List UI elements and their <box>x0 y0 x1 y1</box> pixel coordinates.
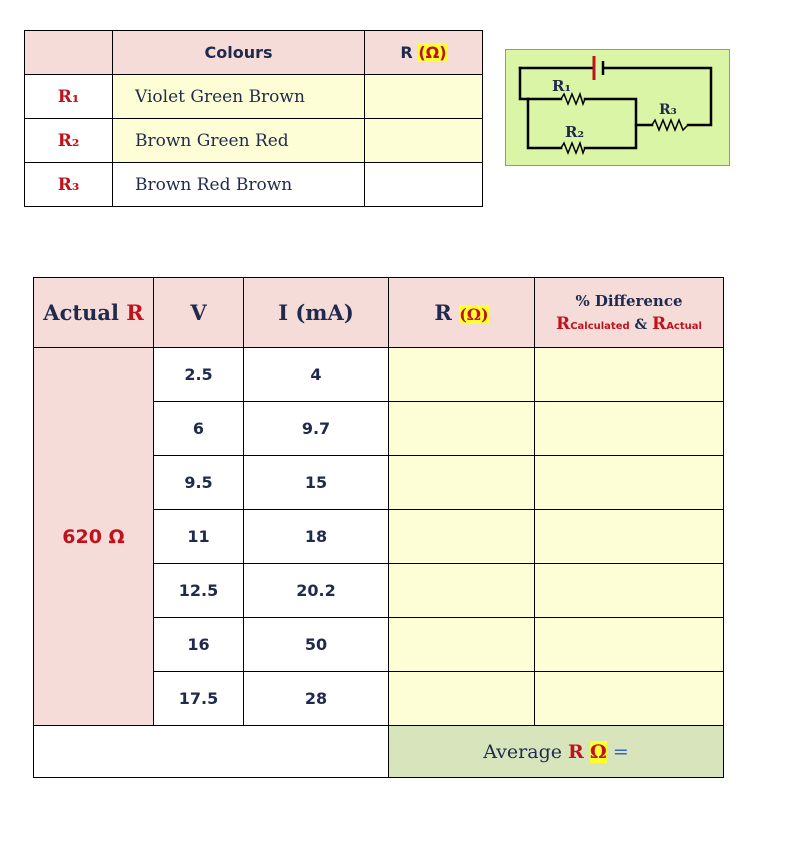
header-blank-cell <box>25 31 113 75</box>
voltage-cell: 2.5 <box>154 348 244 402</box>
current-cell: 20.2 <box>244 564 389 618</box>
average-r-symbol: R <box>568 740 584 763</box>
average-ohm-unit: Ω <box>589 740 607 763</box>
header-ohm-unit: (Ω) <box>418 43 447 62</box>
resistor-colour-table <box>24 30 483 207</box>
resistance-input[interactable] <box>389 348 535 402</box>
resistance-input[interactable] <box>389 402 535 456</box>
circuit-diagram <box>505 49 730 166</box>
resistor-label-r2: R₂ <box>25 119 113 163</box>
resistor-row <box>25 119 483 163</box>
resistance-input-r3[interactable] <box>365 163 483 207</box>
header-voltage: V <box>154 278 244 348</box>
circuit-label-r3: R₃ <box>659 102 677 118</box>
actual-resistance-value: 620 Ω <box>34 348 154 726</box>
resistor-row <box>25 163 483 207</box>
current-cell: 50 <box>244 618 389 672</box>
header-current: I (mA) <box>244 278 389 348</box>
percent-difference-input[interactable] <box>535 672 724 726</box>
resistor-r1-zigzag <box>561 94 585 104</box>
header-pct-amp: & <box>629 316 653 333</box>
resistance-input[interactable] <box>389 672 535 726</box>
header-actual-r-symbol: R <box>126 300 144 325</box>
resistance-input[interactable] <box>389 618 535 672</box>
voltage-cell: 6 <box>154 402 244 456</box>
resistance-input[interactable] <box>389 456 535 510</box>
voltage-cell: 12.5 <box>154 564 244 618</box>
header-pct-sub-actual: Actual <box>666 320 702 332</box>
resistor-r3-zigzag <box>652 120 688 130</box>
header-colours: Colours <box>113 31 365 75</box>
current-cell: 9.7 <box>244 402 389 456</box>
header-ohm-unit: (Ω) <box>459 305 489 324</box>
circuit-label-r1: R₁ <box>552 77 572 95</box>
colour-code-r3: Brown Red Brown <box>113 163 365 207</box>
voltage-cell: 16 <box>154 618 244 672</box>
current-cell: 28 <box>244 672 389 726</box>
current-cell: 4 <box>244 348 389 402</box>
circuit-label-r2: R₂ <box>565 123 585 141</box>
header-actual-r <box>34 278 154 348</box>
resistor-row <box>25 75 483 119</box>
percent-difference-input[interactable] <box>535 618 724 672</box>
measurement-table <box>33 277 724 778</box>
percent-difference-input[interactable] <box>535 402 724 456</box>
header-r-symbol: R <box>434 300 460 325</box>
percent-difference-input[interactable] <box>535 564 724 618</box>
resistor-label-r1: R₁ <box>25 75 113 119</box>
header-percent-difference <box>535 278 724 348</box>
header-resistance <box>389 278 535 348</box>
resistance-input[interactable] <box>389 510 535 564</box>
header-pct-r-calc: R <box>556 313 571 334</box>
colour-code-r2: Brown Green Red <box>113 119 365 163</box>
percent-difference-input[interactable] <box>535 456 724 510</box>
average-blank-cell <box>34 726 389 778</box>
resistor-table-header <box>25 31 483 75</box>
percent-difference-input[interactable] <box>535 510 724 564</box>
voltage-cell: 17.5 <box>154 672 244 726</box>
average-row <box>34 726 724 778</box>
resistor-r2-zigzag <box>561 143 585 153</box>
resistor-label-r3: R₃ <box>25 163 113 207</box>
table-row <box>34 348 724 402</box>
average-label: Average <box>483 740 569 763</box>
current-cell: 15 <box>244 456 389 510</box>
measurement-table-header <box>34 278 724 348</box>
resistance-input-r2[interactable] <box>365 119 483 163</box>
header-resistance <box>365 31 483 75</box>
voltage-cell: 11 <box>154 510 244 564</box>
colour-code-r1: Violet Green Brown <box>113 75 365 119</box>
header-pct-subtitle <box>535 314 723 334</box>
average-resistance-cell[interactable] <box>389 726 724 778</box>
circuit-svg <box>506 50 731 167</box>
header-actual-text: Actual <box>43 300 127 325</box>
header-r-symbol: R <box>400 43 413 62</box>
voltage-cell: 9.5 <box>154 456 244 510</box>
header-pct-title: % Difference <box>575 291 683 310</box>
resistance-input[interactable] <box>389 564 535 618</box>
current-cell: 18 <box>244 510 389 564</box>
header-pct-r-actual: R <box>652 313 667 334</box>
header-pct-sub-calc: Calculated <box>570 320 630 332</box>
average-equals: = <box>612 740 629 763</box>
percent-difference-input[interactable] <box>535 348 724 402</box>
resistance-input-r1[interactable] <box>365 75 483 119</box>
